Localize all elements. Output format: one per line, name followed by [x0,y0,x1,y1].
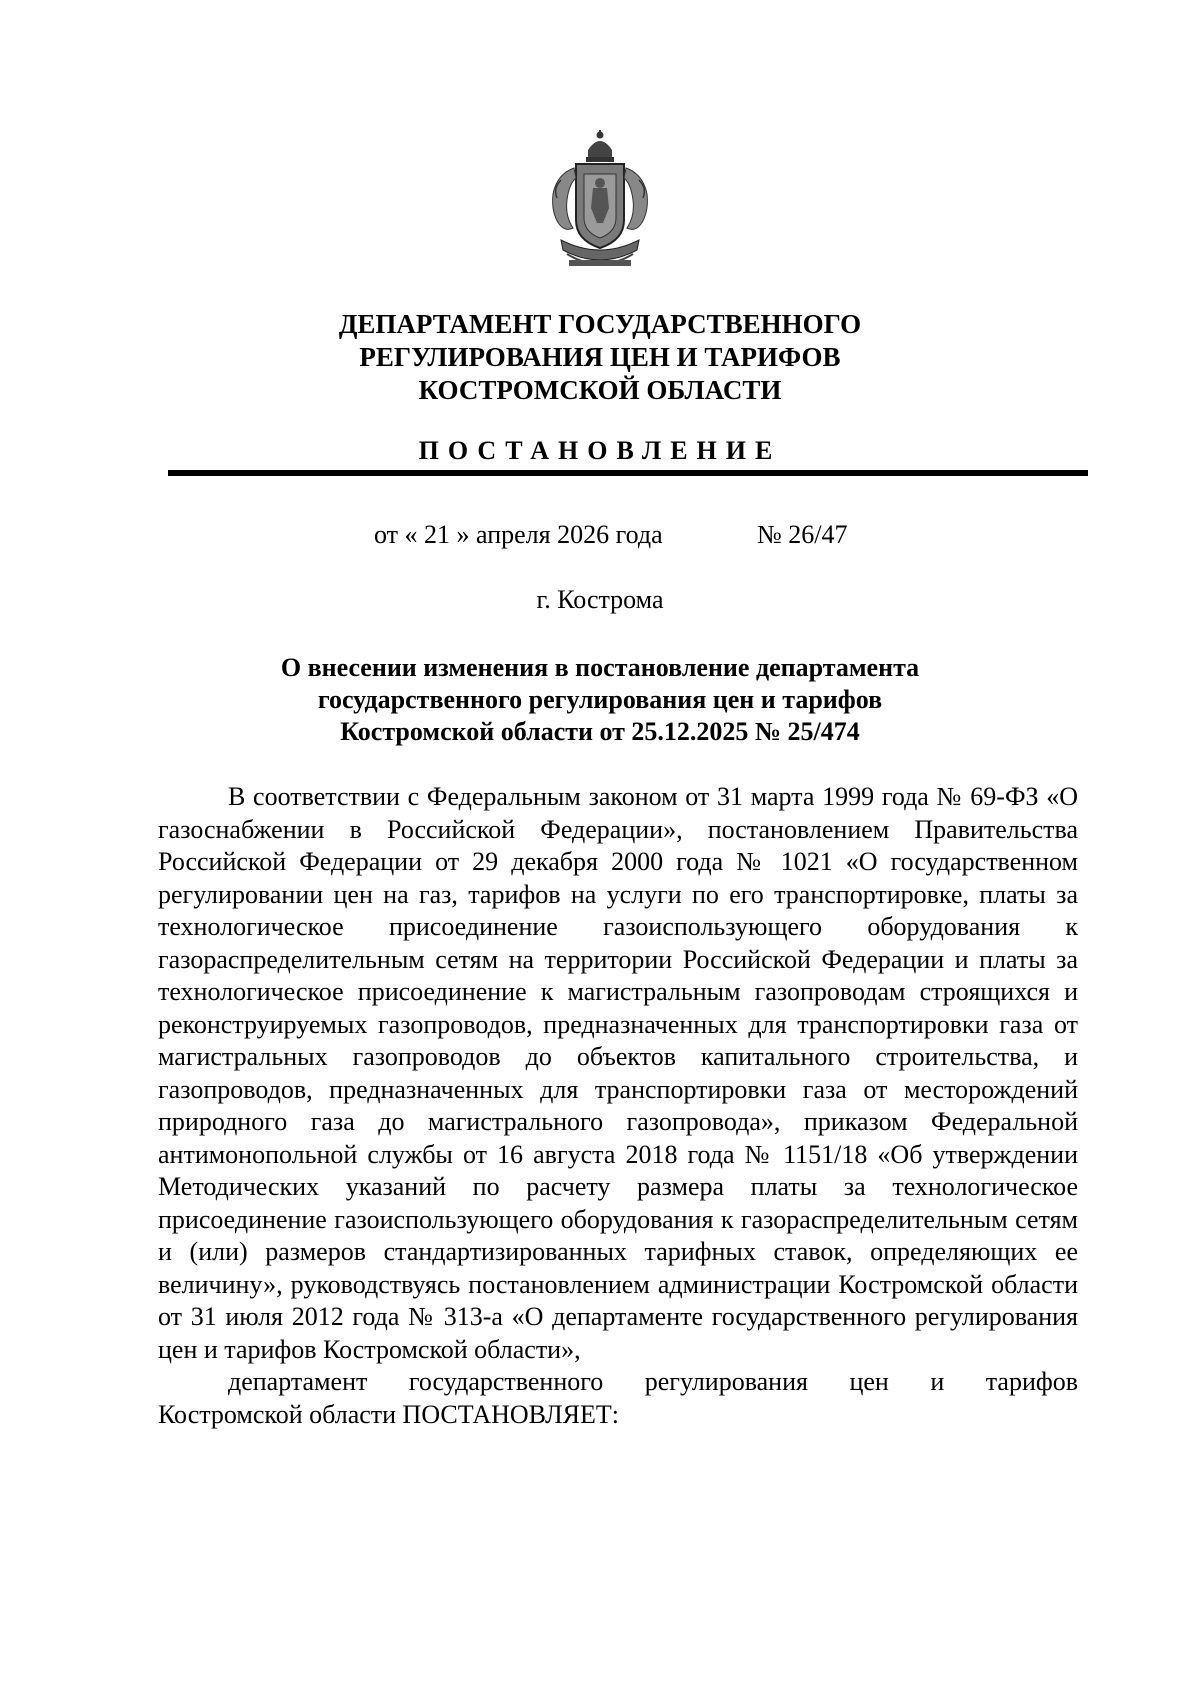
subject-line: Костромской области от 25.12.2025 № 25/474 [340,717,860,746]
body-paragraph-resolution-line: департамент государственного регулирования цен и тарифов [228,1367,1078,1396]
subject-line: государственного регулирования цен и тарифов [317,685,883,714]
document-subject [0,652,1200,748]
department-name [0,308,1200,407]
document-number: № 26/47 [757,520,848,549]
document-date: от « 21 » апреля 2026 года [374,520,663,549]
subject-line: О внесении изменения в постановление департамента [280,653,920,682]
document-type-title: ПОСТАНОВЛЕНИЕ [418,436,782,465]
department-line: КОСТРОМСКОЙ ОБЛАСТИ [418,375,782,405]
body-paragraph-resolution-line: Костромской области ПОСТАНОВЛЯЕТ: [158,1399,619,1429]
department-line: РЕГУЛИРОВАНИЯ ЦЕН И ТАРИФОВ [359,342,841,372]
header-divider [168,470,1088,476]
coat-of-arms-emblem [543,128,657,278]
department-line: ДЕПАРТАМЕНТ ГОСУДАРСТВЕННОГО [338,309,862,339]
kostroma-coat-of-arms-icon [543,128,657,278]
document-body [158,781,1078,1431]
body-paragraph-preamble: В соответствии с Федеральным законом от 31 марта 1999 года № 69-ФЗ «О газоснабжении в Российской Федерации», постановлением Правительства Российской Федерации от 29 декабря 2000 года № 1021 «О государственном регулировании цен на газ, тарифов на услуги по его транспортировке, платы за технологическое присоединение газоиспользующего оборудования к газораспределительным сетям на территории Российской Федерации и платы за технологическое присоединение к магистральным газопроводам строящихся и реконструируемых газопроводов, предназначенных для транспортировки газа от магистральных газопроводов до объектов капитального строительства, и газопроводов, предназначенных для транспортировки газа от месторождений природного газа до магистрального газопровода», приказом Федеральной антимонопольной службы от 16 августа 2018 года № 1151/18 «Об утверждении Методических указаний по расчету размера платы за технологическое присоединение газоиспользующего оборудования к газораспределительным сетям и (или) размеров стандартизированных тарифных ставок, определяющих ее величину», руководствуясь постановлением администрации Костромской области от 31 июля 2012 года № 313-а «О департаменте государственного регулирования цен и тарифов Костромской области», [158,782,1078,1364]
document-city: г. Кострома [536,585,664,614]
